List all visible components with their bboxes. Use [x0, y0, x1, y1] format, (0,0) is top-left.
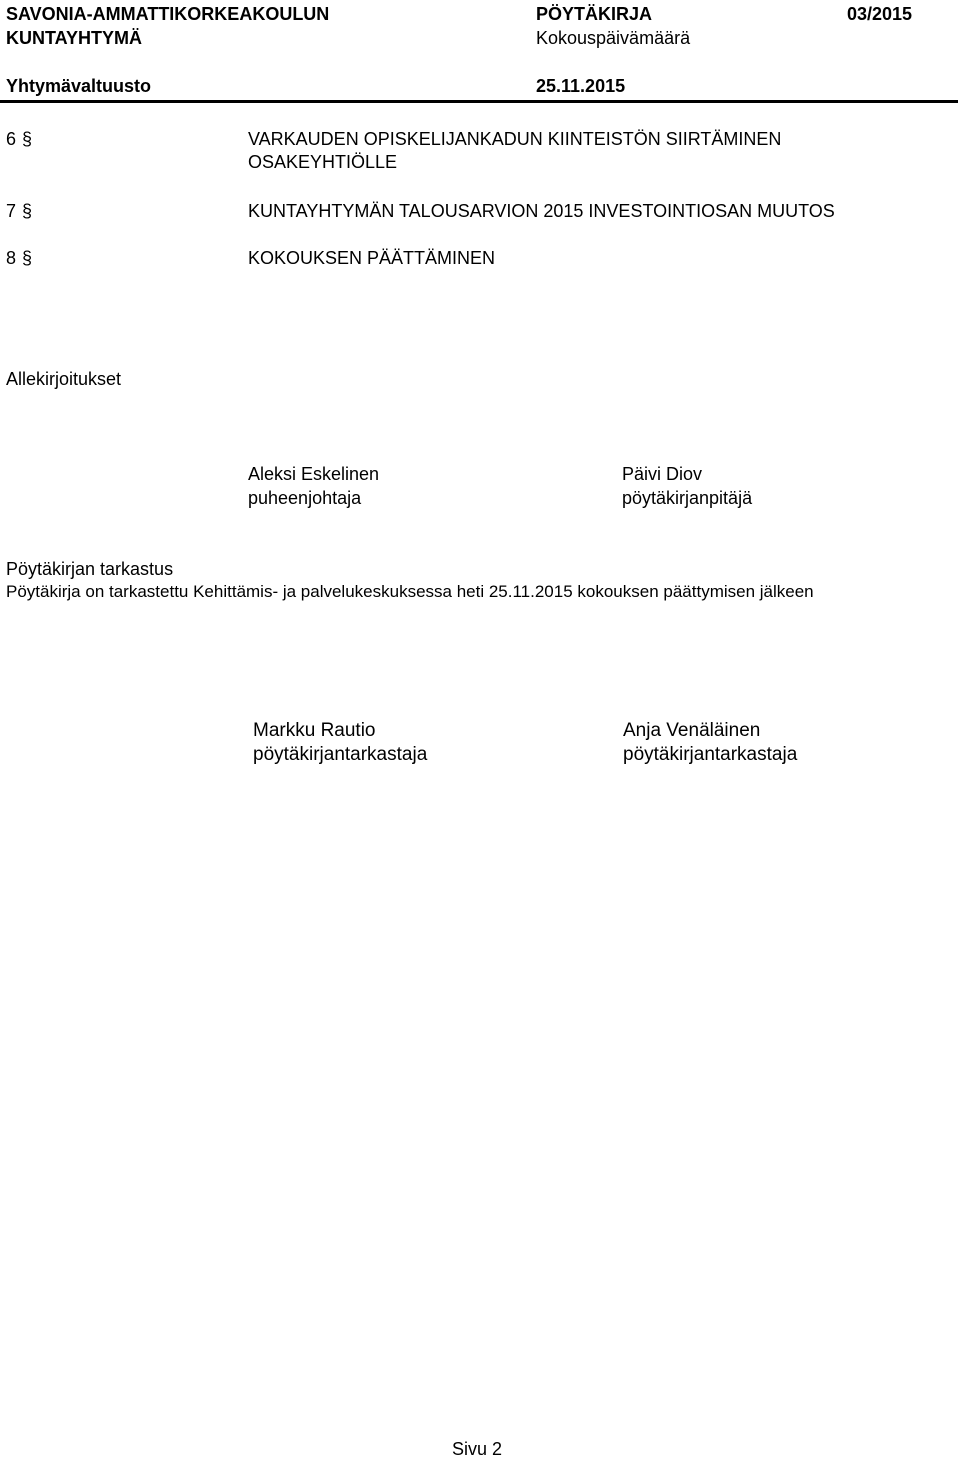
meeting-date: 25.11.2015 — [536, 76, 626, 96]
document-number: 03/2015 — [847, 4, 913, 24]
governing-body: Yhtymävaltuusto — [6, 76, 152, 96]
chair-name: Aleksi Eskelinen — [248, 464, 380, 484]
secretary-name: Päivi Diov — [622, 464, 703, 484]
review-heading: Pöytäkirjan tarkastus — [6, 559, 174, 579]
agenda-item-title-continued: OSAKEYHTIÖLLE — [248, 152, 398, 172]
review-statement: Pöytäkirja on tarkastettu Kehittämis- ja palvelukeskuksessa heti 25.11.2015 kokouksen päättymisen jälkeen — [6, 582, 814, 601]
agenda-item-number: 6 — [6, 129, 17, 149]
agenda-item-title: KOKOUKSEN PÄÄTTÄMINEN — [248, 248, 496, 268]
chair-role: puheenjohtaja — [248, 488, 362, 508]
organization-name-line2: KUNTAYHTYMÄ — [6, 28, 143, 48]
agenda-item-title: KUNTAYHTYMÄN TALOUSARVION 2015 INVESTOINTIOSAN MUUTOS — [248, 201, 835, 221]
section-sign: § — [22, 248, 33, 268]
reviewer1-role: pöytäkirjantarkastaja — [253, 744, 428, 765]
signatures-heading: Allekirjoitukset — [6, 369, 122, 389]
reviewer2-role: pöytäkirjantarkastaja — [623, 744, 798, 765]
reviewer1-name: Markku Rautio — [253, 720, 376, 741]
organization-name-line1: SAVONIA-AMMATTIKORKEAKOULUN — [6, 4, 330, 24]
agenda-item-number: 7 — [6, 201, 17, 221]
agenda-item-title: VARKAUDEN OPISKELIJANKADUN KIINTEISTÖN SIIRTÄMINEN — [248, 129, 782, 149]
section-sign: § — [22, 129, 33, 149]
meeting-date-label: Kokouspäivämäärä — [536, 28, 691, 48]
agenda-item-number: 8 — [6, 248, 17, 268]
reviewer2-name: Anja Venäläinen — [623, 720, 761, 741]
page-number: Sivu 2 — [452, 1439, 503, 1459]
secretary-role: pöytäkirjanpitäjä — [622, 488, 753, 508]
document-type: PÖYTÄKIRJA — [536, 4, 653, 24]
section-sign: § — [22, 201, 33, 221]
header-divider — [0, 100, 958, 103]
